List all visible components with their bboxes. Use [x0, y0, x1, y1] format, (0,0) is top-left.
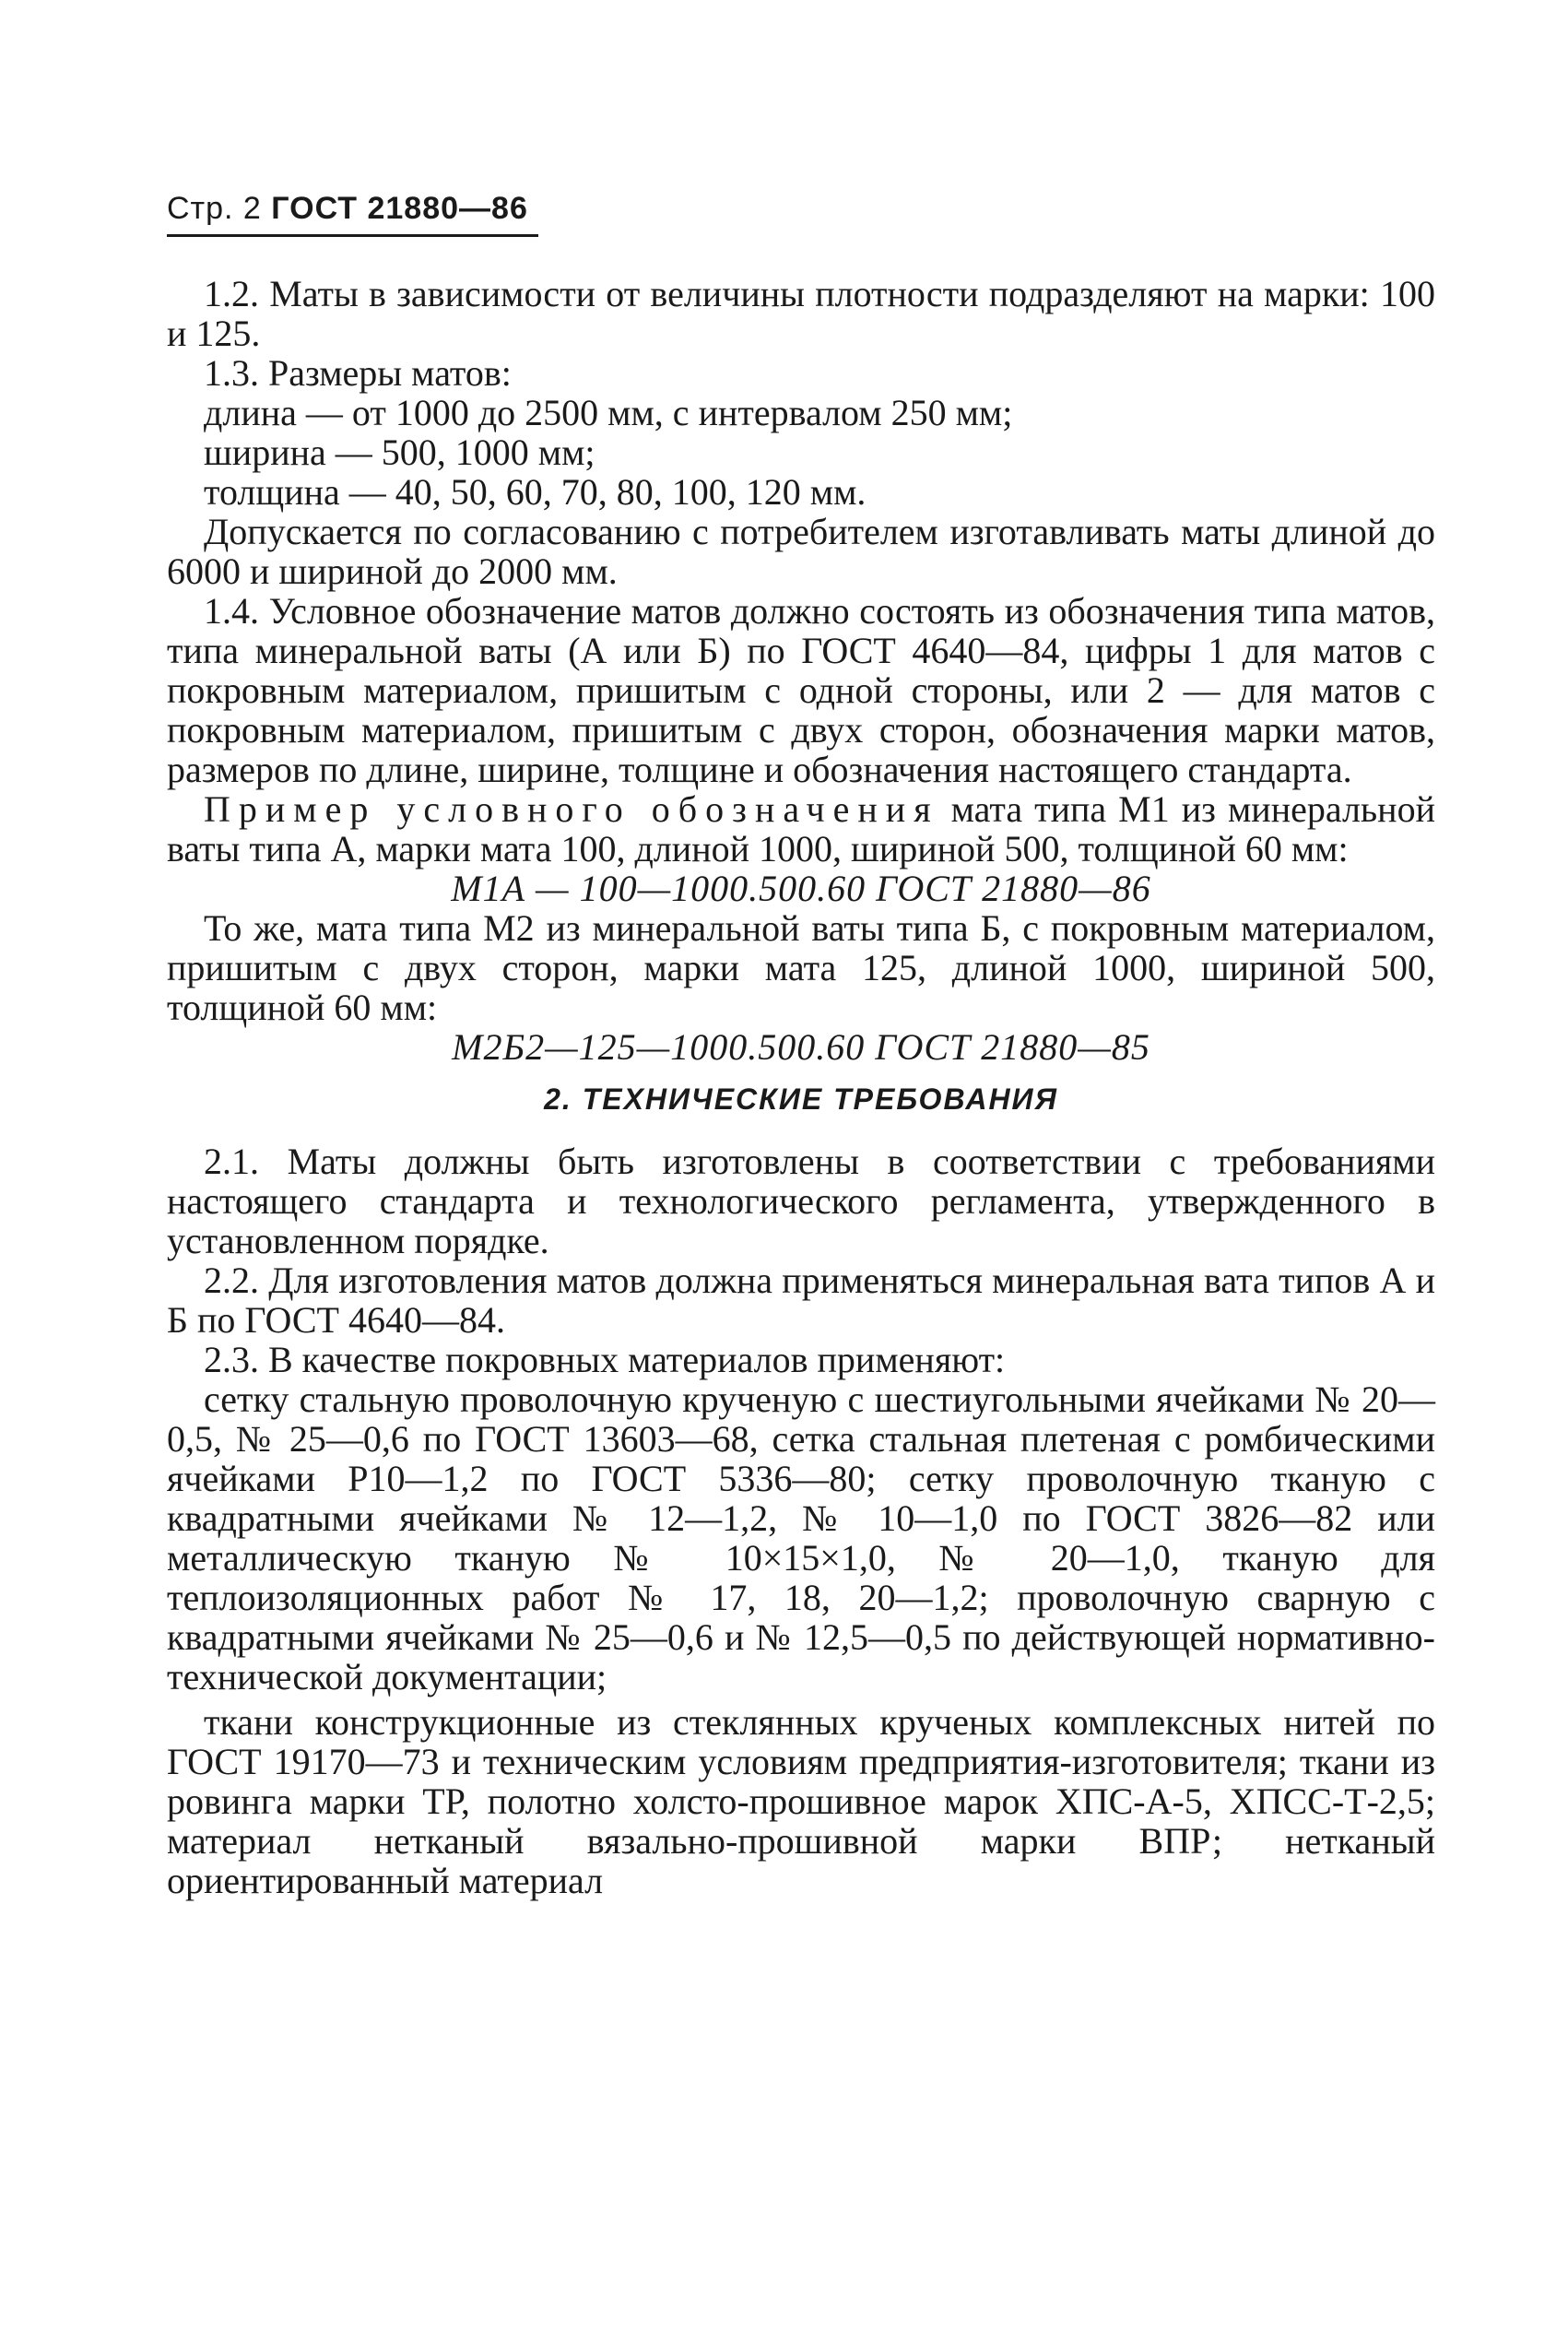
paragraph-same: То же, мата типа М2 из минеральной ваты типа Б, с покровным материалом, пришитым с двух сторон, марки мата 125, длиной 1000, шириной 500, толщиной 60 мм:: [167, 907, 1435, 1028]
formula-example-1: М1А — 100—1000.500.60 ГОСТ 21880—86: [451, 868, 1151, 909]
dimension-length: длина — от 1000 до 2500 мм, с интервалом 250 мм;: [204, 392, 1013, 433]
standard-number: ГОСТ 21880—86: [271, 191, 528, 226]
paragraph-allowed: Допускается по согласованию с потребителем изготавливать маты длиной до 6000 и шириной до 2000 мм.: [167, 511, 1435, 592]
dimension-thickness: толщина — 40, 50, 60, 70, 80, 100, 120 мм.: [204, 471, 867, 513]
page-header: [167, 191, 528, 227]
formula-example-2: М2Б2—125—1000.500.60 ГОСТ 21880—85: [452, 1026, 1150, 1068]
paragraph-1-3: 1.3. Размеры матов:: [204, 352, 512, 394]
paragraph-2-3: 2.3. В качестве покровных материалов применяют:: [204, 1339, 1006, 1380]
example-label: Пример условного обозначения: [204, 788, 939, 830]
paragraph-2-1: 2.1. Маты должны быть изготовлены в соответствии с требованиями настоящего стандарта и технологического регламента, утвержденного в установленном порядке.: [167, 1141, 1435, 1261]
document-body: [167, 274, 1435, 1900]
section-2-title: 2. ТЕХНИЧЕСКИЕ ТРЕБОВАНИЯ: [544, 1082, 1058, 1116]
example-paragraph: [167, 789, 1435, 869]
paragraph-1-2: 1.2. Маты в зависимости от величины плотности подразделяют на марки: 100 и 125.: [167, 273, 1435, 354]
header-rule: [167, 234, 538, 237]
paragraph-1-4: 1.4. Условное обозначение матов должно состоять из обозначения типа матов, типа минеральной ваты (А или Б) по ГОСТ 4640—84, цифры 1 для матов с покровным материалом, пришитым с одной стороны, или 2 — для матов с покровным материалом, пришитым с двух сторон, обозначения марки матов, размеров по длине, ширине, толщине и обозначения настоящего стандарта.: [167, 590, 1435, 790]
paragraph-fabrics: ткани конструкционные из стеклянных крученых комплексных нитей по ГОСТ 19170—73 и техническим условиям предприятия-изготовителя; ткани из ровинга марки ТР, полотно холсто-прошивное марок ХПС-А-5, ХПСС-Т-2,5; материал нетканый вязально-прошивной марки ВПР; нетканый ориентированный материал: [167, 1701, 1435, 1901]
paragraph-2-2: 2.2. Для изготовления матов должна применяться минеральная вата типов А и Б по ГОСТ 4640—84.: [167, 1260, 1435, 1341]
example-text: мата типа М1 из минеральной ваты типа А, марки мата 100, длиной 1000, шириной 500, толщиной 60 мм:: [167, 788, 1435, 869]
paragraph-mesh: сетку стальную проволочную крученую с шестиугольными ячейками № 20—0,5, № 25—0,6 по ГОСТ 13603—68, сетка стальная плетеная с ромбическими ячейками Р10—1,2 по ГОСТ 5336—80; сетку проволочную тканую с квадратными ячейками № 12—1,2, № 10—1,0 по ГОСТ 3826—82 или металлическую тканую № 10×15×1,0, № 20—1,0, тканую для теплоизоляционных работ № 17, 18, 20—1,2; проволочную сварную с квадратными ячейками № 25—0,6 и № 12,5—0,5 по действующей нормативно-технической документации;: [167, 1378, 1435, 1697]
dimension-width: ширина — 500, 1000 мм;: [204, 432, 595, 473]
page-label: Стр. 2: [167, 191, 262, 226]
